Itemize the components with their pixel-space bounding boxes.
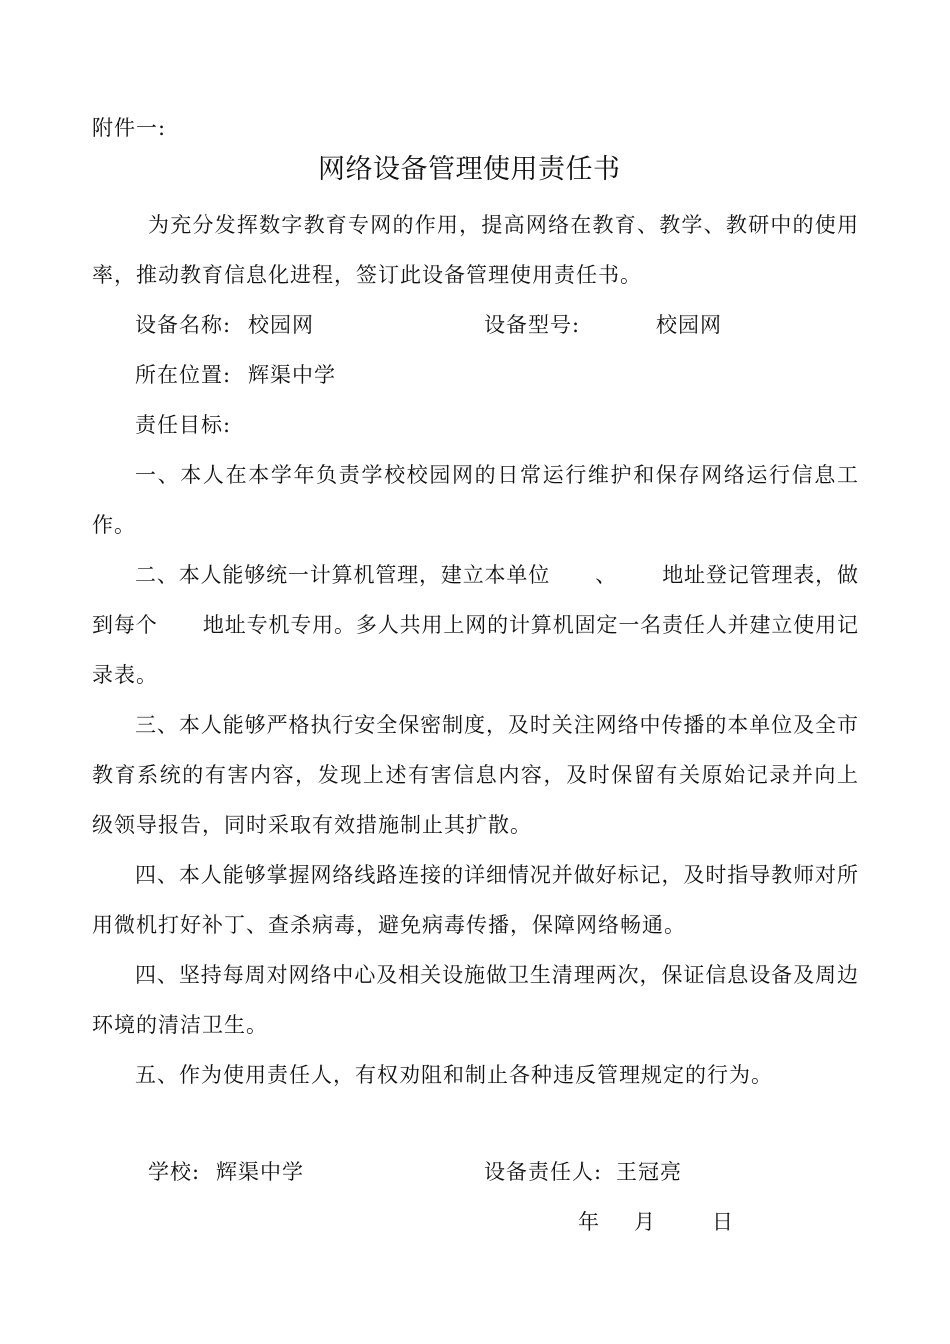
location-value: 辉渠中学 xyxy=(248,363,336,387)
intro-line-2: 率，推动教育信息化进程，签订此设备管理使用责任书。 xyxy=(92,263,642,287)
item-5-line-2: 环境的清洁卫生。 xyxy=(92,1013,268,1037)
device-model-label: 设备型号: xyxy=(484,313,581,337)
item-4-line-1: 四、本人能够掌握网络线路连接的详细情况并做好标记，及时指导教师对所 xyxy=(135,863,858,887)
item-5-line-1: 四、坚持每周对网络中心及相关设施做卫生清理两次，保证信息设备及周边 xyxy=(135,963,858,987)
date-day: 日 xyxy=(712,1210,734,1234)
item-1-line-2: 作。 xyxy=(92,513,136,537)
item-3-line-2: 教育系统的有害内容，发现上述有害信息内容，及时保留有关原始记录并向上 xyxy=(92,763,858,787)
item-6-line-1: 五、作为使用责任人，有权劝阻和制止各种违反管理规定的行为。 xyxy=(135,1063,773,1087)
date-month: 月 xyxy=(634,1210,656,1234)
item-3-line-3: 级领导报告，同时采取有效措施制止其扩散。 xyxy=(92,813,532,837)
intro-line-1: 为充分发挥数字教育专网的作用，提高网络在教育、教学、教研中的使用 xyxy=(148,213,858,237)
device-name-label: 设备名称: xyxy=(135,313,232,337)
date-year: 年 xyxy=(578,1210,600,1234)
goals-heading: 责任目标: xyxy=(135,413,232,437)
document-title: 网络设备管理使用责任书 xyxy=(318,154,621,185)
item-3-line-1: 三、本人能够严格执行安全保密制度，及时关注网络中传播的本单位及全市 xyxy=(135,713,858,737)
school-value: 辉渠中学 xyxy=(216,1160,304,1184)
location-label: 所在位置: xyxy=(135,363,232,387)
item-2-line-3: 录表。 xyxy=(92,663,158,687)
item-2-line-2: 到每个 地址专机专用。多人共用上网的计算机固定一名责任人并建立使用记 xyxy=(92,613,858,637)
item-4-line-2: 用微机打好补丁、查杀病毒，避免病毒传播，保障网络畅通。 xyxy=(92,913,686,937)
item-2-line-1: 二、本人能够统一计算机管理，建立本单位 、 地址登记管理表，做 xyxy=(135,563,858,587)
device-name-value: 校园网 xyxy=(248,313,314,337)
attachment-label: 附件一: xyxy=(92,116,167,140)
device-model-value: 校园网 xyxy=(656,313,722,337)
owner-value: 王冠亮 xyxy=(616,1160,682,1184)
owner-label: 设备责任人: xyxy=(484,1160,603,1184)
item-1-line-1: 一、本人在本学年负责学校校园网的日常运行维护和保存网络运行信息工 xyxy=(135,463,858,487)
school-label: 学校: xyxy=(148,1160,201,1184)
